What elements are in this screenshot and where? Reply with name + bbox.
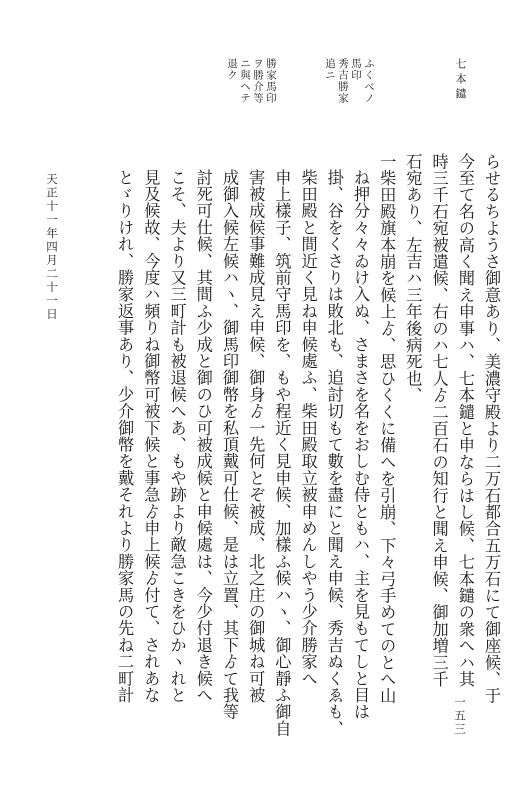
text-line: 掛、谷をくさりは敗北も、追討切もて數を盡にと聞え申候、秀吉ぬくゑも、 [324, 169, 344, 737]
text-line: 一柴田殿旗本崩を候上ゟ、思ひくくに備へを引崩、下々弓手めてのとへ山 [377, 153, 397, 705]
text-line: 柴田殿と間近く見ね申候處ふ、柴田殿取立被申めんしやう少介勝家へ [298, 169, 318, 687]
text-line: 見及候故、今度ハ頻りね御幣可被下候と事急ゟ申上候ゟ付て、されあな [141, 169, 161, 704]
margin-date: 天正十一年四月二十一日 [45, 173, 59, 322]
text-line: 時三千石宛被遣候、右のハ七人ゟ二百石の知行と聞え申候、御加増三千 [429, 153, 449, 688]
text-line: 討死可仕候、其間ふ少成と御のひ可被成候と申候處は、今少付退き候へ [193, 169, 213, 704]
header-note-b-col: ヲ勝介等 [252, 58, 264, 104]
header-note-a-col: ふくべノ [363, 58, 375, 104]
text-line: 石宛あり、左吉ハ三年後病死也、 [403, 153, 423, 404]
header-note-a-col: 秀吉勝家 [337, 58, 349, 104]
text-line: 害被成候事難成見え申候、御身ゟ一先何とぞ被成、北之庄の御城ね可被 [246, 169, 266, 704]
text-line: 成御入候左候ハヽ、御馬印御幣を私頂戴可仕候、是は立置、其下ゟて我等 [219, 169, 239, 721]
text-line: とゞりけれ、勝家返事あり、少介御幣を戴それより勝家馬の先ね二町計 [115, 169, 135, 704]
header-note-b-col: 退ク [226, 58, 238, 81]
header-note-b [225, 58, 277, 104]
text-line: 申上樣子、筑前守馬印を、もや程近く見申候、加樣ふ候ハヽ、御心靜ふ御自 [272, 169, 292, 737]
running-header [225, 58, 466, 130]
text-line: ね押分々々ゐけ入ぬ、さまさを名をおしむ侍ともハ、主を見もてしと目は [350, 169, 370, 721]
header-note-b-col: 勝家馬印 [265, 58, 277, 104]
header-note-a-col: 追ニ [324, 58, 336, 81]
header-note-a [323, 58, 375, 104]
page-number: 一五三 [453, 696, 467, 737]
header-title: 七本鑓 [454, 58, 467, 103]
header-note-a-col: 馬印 [350, 58, 362, 81]
text-line: こそ、夫より又三町計も被退候へあ、もや跡より敵急こきをひかヽれと [167, 169, 187, 704]
text-line: 今至て名の高く聞え申事ハ、七本鑓と申ならはし候、七本鑓の衆へハ其 [455, 153, 475, 688]
header-note-b-col: ニ與ヘテ [239, 58, 251, 104]
text-line: らせるちようさ御意あり、美濃守殿より二万石都合五万石にて御座候、于 [482, 153, 501, 705]
